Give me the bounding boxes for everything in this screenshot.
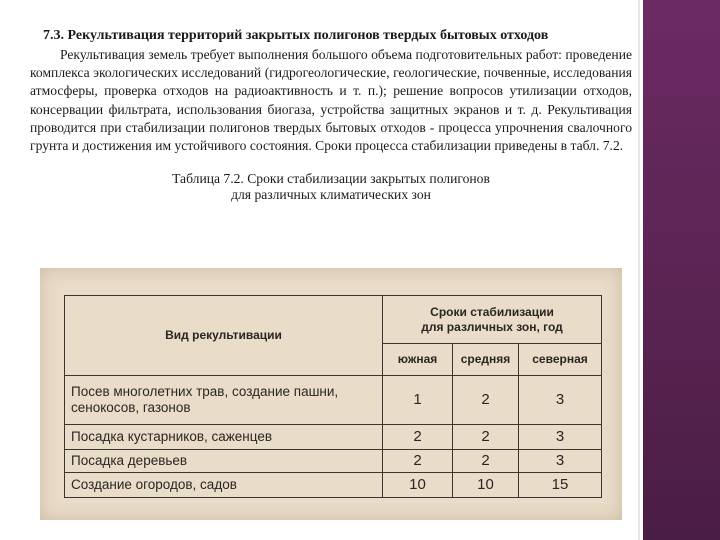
text-block [30,28,632,203]
value-middle: 10 [453,472,519,497]
header-stabilization-terms [383,296,602,344]
value-north: 3 [519,449,602,472]
caption-line-2: для различных климатических зон [231,187,431,203]
header-group-line-2: для различных зон, год [421,319,563,334]
table-caption [30,171,632,203]
section-title: 7.3. Рекультивация территорий закрытых полигонов твердых бытовых отходов [43,28,549,43]
header-zone-north: северная [519,344,602,375]
table-row [65,375,602,424]
value-middle: 2 [453,375,519,424]
band-edge-line [640,0,643,540]
row-name-line-2: сенокосов, газонов [71,399,191,415]
header-type: Вид рекультивации [65,296,383,376]
table-row [65,424,602,449]
table-row [65,449,602,472]
header-row-top [65,296,602,344]
decorative-side-band [640,0,720,540]
header-zone-south: южная [383,344,453,375]
row-name: Посадка кустарников, саженцев [65,424,383,449]
value-middle: 2 [453,424,519,449]
stabilization-table [64,295,602,498]
value-middle: 2 [453,449,519,472]
header-group-line-1: Сроки стабилизации [430,304,554,319]
row-name: Создание огородов, садов [65,472,383,497]
row-name: Посадка деревьев [65,449,383,472]
value-north: 3 [519,424,602,449]
value-south: 10 [383,472,453,497]
body-paragraph: Рекультивация земель требует выполнения большого объема подготовительных работ: проведение комплекса экологических исследований (гидрогеологические, геологические, почвенные, исследования атмосферы, проверка отходов на радиоактивность и т. п.); решение вопросов утилизации отходов, консервации фильтрата, использования биогаза, устройства защитных экранов и т. д. Рекультивация проводится при стабилизации полигонов твердых бытовых отходов - процесса упрочнения свалочного грунта и достижения им устойчивого состояния. Сроки процесса стабилизации приведены в табл. 7.2. [30,47,632,154]
value-south: 1 [383,375,453,424]
header-zone-middle: средняя [453,344,519,375]
value-north: 3 [519,375,602,424]
value-north: 15 [519,472,602,497]
table-row [65,472,602,497]
scanned-table-image [40,268,622,520]
caption-line-1: Таблица 7.2. Сроки стабилизации закрытых полигонов [172,171,490,187]
value-south: 2 [383,449,453,472]
row-name-line-1: Посев многолетних трав, создание пашни, [71,383,339,399]
row-name [65,375,383,424]
value-south: 2 [383,424,453,449]
